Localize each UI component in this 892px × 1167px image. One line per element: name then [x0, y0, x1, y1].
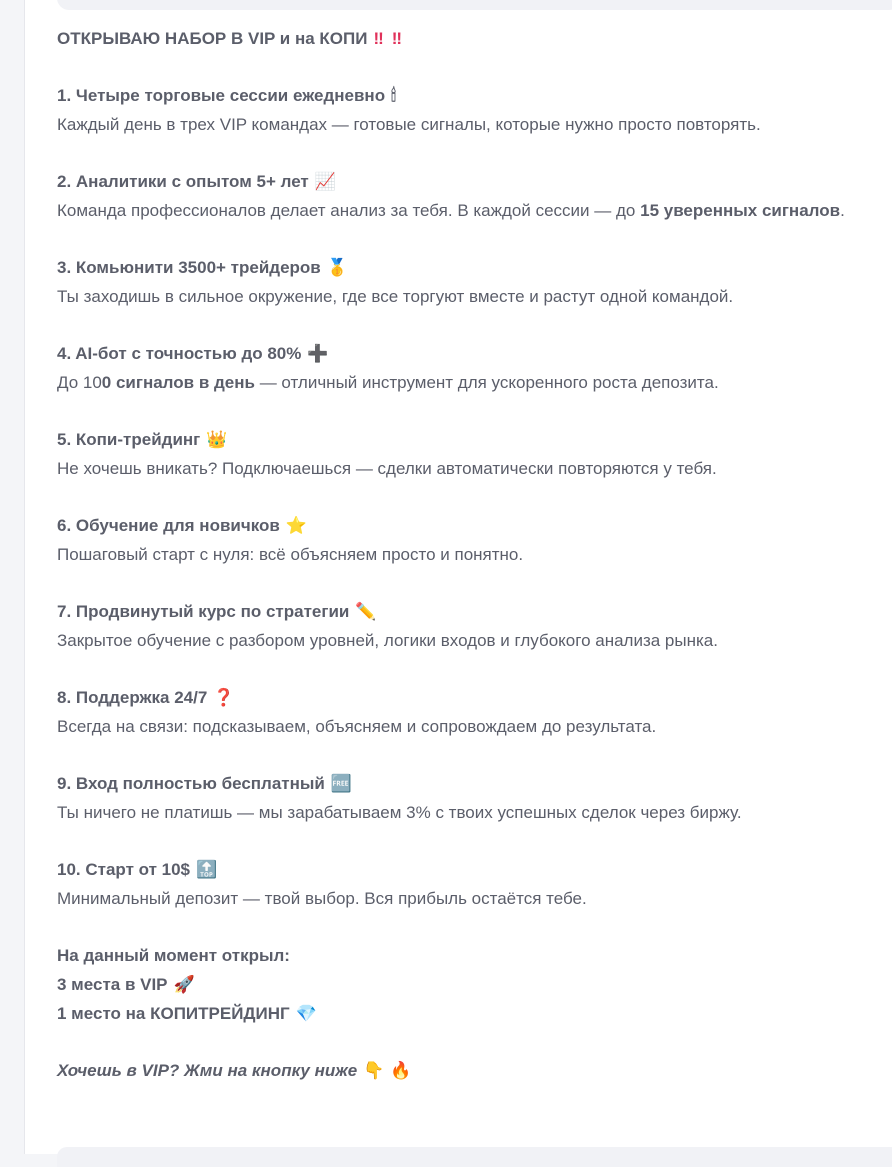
item-desc: Каждый день в трех VIP командах — готовые сигналы, которые нужно просто повторять. [57, 115, 761, 134]
item-title: 9. Вход полностью бесплатный [57, 774, 325, 793]
item-title: 6. Обучение для новичков [57, 516, 280, 535]
item-title: 2. Аналитики с опытом 5+ лет [57, 172, 309, 191]
cta-text: Хочешь в VIP? Жми на кнопку ниже [57, 1061, 358, 1080]
gem-icon: 💎 [295, 1004, 317, 1023]
list-item [57, 769, 857, 827]
item-title: 3. Комьюнити 3500+ трейдеров [57, 258, 321, 277]
message-card [25, 0, 892, 1154]
list-item [57, 253, 857, 311]
pencil-icon: ✏️ [355, 602, 377, 621]
rocket-icon: 🚀 [173, 975, 195, 994]
item-title: 4. AI-бот с точностью до 80% [57, 344, 302, 363]
item-title: 7. Продвинутый курс по стратегии [57, 602, 350, 621]
list-item [57, 339, 857, 397]
status-line: 3 места в VIP [57, 975, 168, 994]
star-icon: ⭐ [285, 516, 308, 535]
left-rail [0, 0, 25, 1154]
item-desc: До 100 сигналов в день — отличный инструмент для ускоренного роста депозита. [57, 373, 719, 392]
status-line: На данный момент открыл: [57, 946, 290, 965]
item-desc: Ты ничего не платишь — мы зарабатываем 3% с твоих успешных сделок через биржу. [57, 803, 742, 822]
crown-icon: 👑 [206, 430, 228, 449]
next-block [57, 1147, 892, 1167]
status-line: 1 место на КОПИТРЕЙДИНГ [57, 1004, 290, 1023]
call-to-action [57, 1056, 857, 1085]
item-title: 5. Копи-трейдинг [57, 430, 201, 449]
list-item [57, 425, 857, 483]
list-item [57, 511, 857, 569]
item-title: 10. Старт от 10$ [57, 860, 190, 879]
list-item [57, 167, 857, 225]
double-exclamation-icon: ‼ [391, 29, 401, 48]
item-desc: Команда профессионалов делает анализ за тебя. В каждой сессии — до 15 уверенных сигналов. [57, 201, 845, 220]
list-item [57, 597, 857, 655]
point-down-icon: 👇 [363, 1061, 385, 1080]
list-item [57, 855, 857, 913]
headline [57, 24, 857, 53]
headline-text: ОТКРЫВАЮ НАБОР В VIP и на КОПИ [57, 29, 368, 48]
item-desc: Ты заходишь в сильное окружение, где все торгуют вместе и растут одной командой. [57, 287, 734, 306]
item-desc: Не хочешь вникать? Подключаешься — сделки автоматически повторяются у тебя. [57, 459, 717, 478]
candle-icon: 🕯 [391, 86, 396, 105]
list-item [57, 81, 857, 139]
list-item [57, 683, 857, 741]
item-desc: Всегда на связи: подсказываем, объясняем и сопровождаем до результата. [57, 717, 657, 736]
item-desc: Пошаговый старт с нуля: всё объясняем просто и понятно. [57, 545, 524, 564]
question-mark-icon: ❓ [213, 688, 235, 707]
item-title: 8. Поддержка 24/7 [57, 688, 208, 707]
previous-message-block [57, 0, 892, 10]
gold-medal-icon: 🥇 [326, 258, 348, 277]
double-exclamation-icon: ‼ [373, 29, 382, 48]
item-desc: Закрытое обучение с разбором уровней, логики входов и глубокого анализа рынка. [57, 631, 718, 650]
top-arrow-icon: 🔝 [196, 860, 218, 879]
item-desc: Минимальный депозит — твой выбор. Вся прибыль остаётся тебе. [57, 889, 587, 908]
plus-icon: ➕ [307, 344, 329, 363]
free-icon: 🆓 [330, 774, 353, 793]
message-content [57, 24, 857, 1102]
status-block [57, 941, 857, 1028]
chart-up-icon: 📈 [314, 172, 336, 191]
item-title: 1. Четыре торговые сессии ежедневно [57, 86, 386, 105]
fire-icon: 🔥 [390, 1061, 412, 1080]
